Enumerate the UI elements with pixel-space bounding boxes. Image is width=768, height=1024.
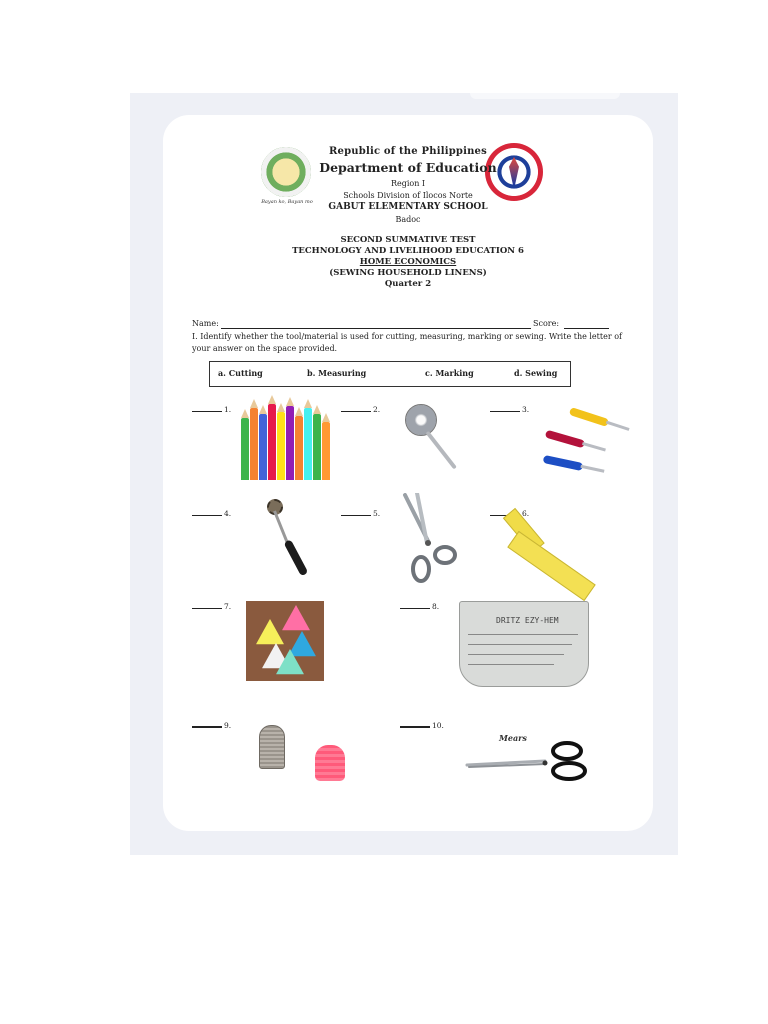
test-topic: (SEWING HOUSEHOLD LINENS): [329, 268, 487, 278]
choice-cutting: a. Cutting: [218, 368, 263, 378]
shear-handle: [553, 743, 581, 759]
snip-red: [545, 430, 586, 449]
item-10-answer[interactable]: [400, 721, 444, 730]
item-number: 4.: [224, 509, 232, 518]
item-7-answer[interactable]: [192, 602, 231, 611]
shears-brand-text: Mears: [499, 733, 527, 743]
item-5-answer[interactable]: [341, 509, 380, 518]
item-8-answer[interactable]: [400, 602, 439, 611]
pencil: [259, 414, 267, 480]
header-region: Region I: [390, 179, 426, 188]
pencil: [295, 416, 303, 480]
tape-measure-image: [505, 499, 595, 579]
needle-threader-image: [399, 400, 479, 480]
item-number: 1.: [224, 405, 232, 414]
chalk-yellow: [256, 619, 284, 647]
thimbles-image: [259, 725, 369, 785]
shear-pivot: [543, 761, 548, 766]
test-component: HOME ECONOMICS: [359, 257, 457, 267]
chalk-pink: [282, 605, 310, 633]
thread-snips-image: [541, 407, 633, 479]
snip-blue: [543, 455, 584, 471]
gauge-line: [468, 654, 564, 655]
item-9-answer[interactable]: [192, 721, 231, 730]
item-number: 10.: [432, 721, 444, 730]
snip-blade: [580, 465, 604, 473]
test-subject: TECHNOLOGY AND LIVELIHOOD EDUCATION 6: [292, 246, 524, 256]
item-number: 9.: [224, 721, 232, 730]
item-number: 8.: [432, 602, 440, 611]
header-town: Badoc: [395, 215, 421, 224]
shear-handle: [553, 763, 585, 779]
gauge-line: [468, 634, 578, 635]
pencil: [322, 422, 330, 480]
snip-blade: [606, 421, 630, 431]
item-2-answer[interactable]: [341, 405, 380, 414]
pencil: [286, 406, 294, 480]
rubber-thimble: [315, 745, 345, 781]
worksheet-page: [163, 115, 653, 831]
item-number: 7.: [224, 602, 232, 611]
item-number: 6.: [522, 509, 530, 518]
threader-disc: [405, 404, 437, 436]
hem-gauge-label: DRITZ EZY-HEM: [496, 616, 559, 625]
name-label: Name:: [192, 319, 219, 328]
score-field[interactable]: [564, 328, 609, 329]
header-school: GABUT ELEMENTARY SCHOOL: [328, 202, 488, 212]
scissors-image: [399, 493, 461, 585]
choice-sewing: d. Sewing: [514, 368, 558, 378]
pencil: [313, 414, 321, 480]
snip-blade: [582, 442, 606, 451]
scissor-handle: [435, 547, 455, 563]
pencil: [250, 408, 258, 480]
item-number: 3.: [522, 405, 530, 414]
choice-measuring: b. Measuring: [307, 368, 367, 378]
test-title: SECOND SUMMATIVE TEST: [340, 235, 476, 245]
tracing-wheel-shaft: [273, 510, 289, 543]
hem-gauge-image: [459, 601, 589, 687]
header-republic: Republic of the Philippines: [329, 146, 487, 157]
metal-thimble: [259, 725, 285, 769]
item-3-answer[interactable]: [490, 405, 529, 414]
choice-marking: c. Marking: [425, 368, 474, 378]
pencil: [304, 408, 312, 480]
test-quarter: Quarter 2: [384, 279, 432, 289]
header-division: Schools Division of Ilocos Norte: [343, 191, 473, 200]
threader-wire: [425, 431, 456, 470]
pencil: [277, 412, 285, 480]
gauge-line: [468, 644, 572, 645]
scissor-handle: [413, 557, 429, 581]
snip-yellow: [569, 407, 610, 427]
score-label: Score:: [533, 319, 560, 328]
header-department: Department of Education: [319, 160, 497, 175]
tape-band: [507, 531, 595, 601]
pencil: [241, 418, 249, 480]
shears-drawing: [463, 733, 593, 783]
shears-image: [463, 733, 593, 783]
item-1-answer[interactable]: [192, 405, 231, 414]
tracing-wheel-handle: [283, 539, 308, 576]
item-4-answer[interactable]: [192, 509, 231, 518]
tracing-wheel-image: [263, 499, 323, 585]
backdrop-tab: [470, 93, 620, 99]
tailors-chalk-image: [246, 601, 324, 681]
answer-choices-box: [209, 361, 571, 387]
name-field[interactable]: [221, 328, 531, 329]
item-number: 5.: [373, 509, 381, 518]
item-number: 2.: [373, 405, 381, 414]
scissor-pivot: [425, 540, 431, 546]
colored-pencils-image: [237, 398, 337, 480]
instruction-text: I. Identify whether the tool/material is used for cutting, measuring, marking or sewing. Write the letter of your answer on the space provided.: [192, 332, 622, 353]
deped-seal-caption: Bayan ko, Bayan mo: [261, 199, 313, 205]
gauge-line: [468, 664, 554, 665]
pencil: [268, 404, 276, 480]
